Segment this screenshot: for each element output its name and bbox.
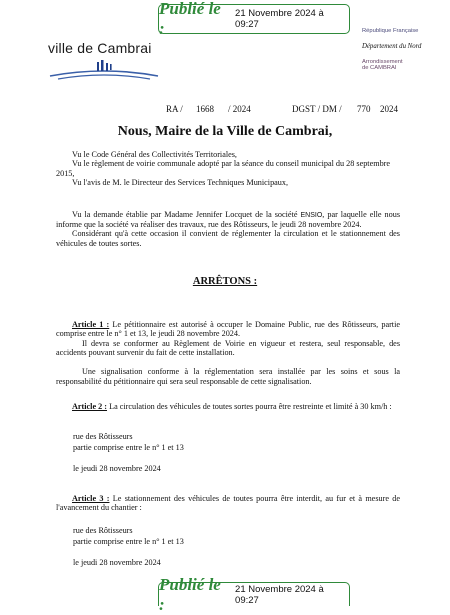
- logo-text: ville de Cambrai: [48, 40, 152, 56]
- ra-year: / 2024: [228, 104, 251, 114]
- article-3-text: Le stationnement des véhicules de toutes pourra être interdit, au fur et à mesure de l'avancement du chantier :: [56, 494, 400, 513]
- publication-stamp-top: [158, 0, 350, 38]
- decree-title: Nous, Maire de la Ville de Cambrai,: [117, 124, 333, 139]
- article-1: [56, 320, 400, 386]
- article-1-text: Le pétitionnaire est autorisé à occuper le Domaine Public, rue des Rôtisseurs, partie comprise entre le n° 1 et 13, le jeudi 28 novembre 2024.: [56, 320, 400, 339]
- article-3: [56, 494, 400, 513]
- article-1-label: Article 1 :: [72, 320, 110, 329]
- stamp-label: Publié le :: [159, 574, 221, 614]
- article-2-label: Article 2 :: [72, 402, 108, 411]
- stamp-label: Publié le :: [159, 0, 221, 38]
- city-logo: [48, 40, 166, 80]
- vu-section: [56, 150, 400, 187]
- vu-item: Vu l'avis de M. le Directeur des Services Techniques Municipaux,: [72, 178, 289, 188]
- demand-paragraph: [56, 210, 400, 229]
- article-1-p3: Une signalisation conforme à la réglementation sera installée par les soins et sous la responsabilité du pétitionnaire qui sera seul responsable de cette signalisation.: [56, 367, 400, 386]
- article-3-label: Article 3 :: [72, 494, 110, 503]
- publication-stamp-bottom: [158, 574, 350, 614]
- article-2-street: rue des Rôtisseurs: [73, 432, 133, 441]
- stamp-date: 21 Novembre 2024 à 09:27: [235, 583, 324, 606]
- ra-label: RA /: [166, 104, 183, 114]
- department-line: Département du Nord: [362, 43, 422, 50]
- demand-section: [56, 210, 400, 248]
- article-2-paragraph: [56, 402, 400, 411]
- demand-text-1: Vu la demande établie par Madame Jennifer Locquet de la société: [72, 210, 298, 219]
- demand-text-2: , par laquelle elle nous informe que la société va réaliser des travaux, rue des Rôtisseurs, le jeudi 28 novembre 2024.: [56, 210, 401, 229]
- dgst-number: 770: [357, 104, 371, 114]
- article-1-paragraph: [56, 320, 400, 339]
- article-3-street: rue des Rôtisseurs: [73, 526, 133, 535]
- article-1-p2: Il devra se conformer au Règlement de Voirie en vigueur et restera, seul responsable, des accidents pouvant survenir du fait de cette installation.: [56, 338, 400, 358]
- vu-item: Vu le règlement de voirie communale adopté par la séance du conseil municipal du 28 septembre 2015,: [56, 159, 391, 178]
- stamp-date: 21 Novembre 2024 à 09:27: [235, 8, 324, 30]
- republic-line: République Française: [362, 28, 419, 34]
- company-name: ENSIO: [300, 212, 323, 219]
- arrondissement-line: Arrondissement: [362, 59, 403, 65]
- ra-number: 1668: [196, 104, 214, 114]
- article-2: [56, 402, 400, 411]
- logo-skyline-icon: [48, 58, 160, 80]
- considering-paragraph: Considérant qu'à cette occasion il convient de réglementer la circulation et le stationnement des véhicules de toutes sortes.: [56, 229, 400, 248]
- article-3-section: partie comprise entre le n° 1 et 13: [73, 537, 184, 546]
- article-2-section: partie comprise entre le n° 1 et 13: [73, 443, 184, 452]
- dgst-label: DGST / DM /: [292, 104, 342, 114]
- republic-header: [362, 28, 444, 71]
- article-3-paragraph: [56, 494, 400, 513]
- arretons-heading: ARRÊTONS :: [192, 276, 258, 287]
- arrondissement-name: de CAMBRAI: [362, 65, 397, 71]
- article-3-date: le jeudi 28 novembre 2024: [73, 558, 161, 567]
- article-2-text: La circulation des véhicules de toutes sortes pourra être restreinte et limité à 30 km/h :: [107, 402, 392, 411]
- article-2-date: le jeudi 28 novembre 2024: [73, 464, 161, 473]
- dgst-year: 2024: [380, 104, 398, 114]
- vu-item: Vu le Code Général des Collectivités Territoriales,: [72, 150, 237, 159]
